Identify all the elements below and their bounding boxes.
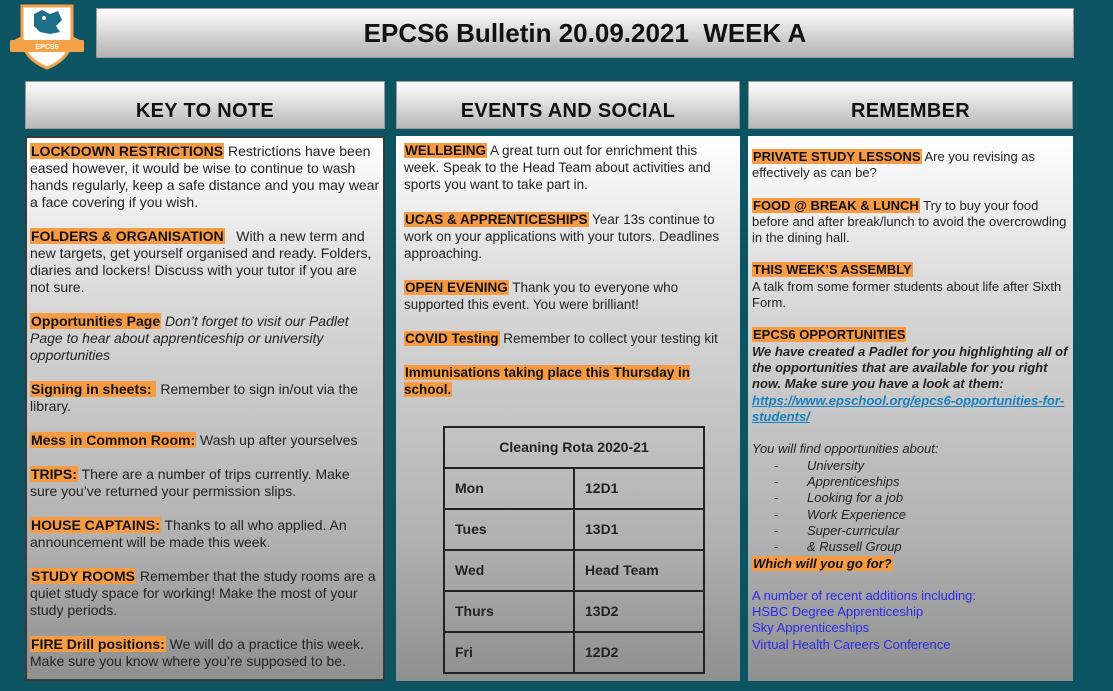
logo-text: EPCS6 <box>35 44 59 51</box>
event-text: Thank you to everyone who supported this event. You were brilliant! <box>404 280 679 312</box>
remember-opportunities <box>752 327 1068 571</box>
table-row <box>444 632 704 673</box>
event-open-evening <box>404 279 734 313</box>
event-heading: WELLBEING <box>405 143 486 158</box>
event-heading: Immunisations taking place this Thursday in school. <box>404 365 691 397</box>
note-heading: Opportunities Page <box>31 313 161 329</box>
remember-text: A talk from some former students about life after Sixth Form. <box>752 278 1062 311</box>
note-heading: HOUSE CAPTAINS: <box>31 517 160 533</box>
note-text: Restrictions have been eased however, it would be wise to continue to wash hands regularly, keep a safe distance and you may wear a face covering if you wish. <box>30 143 380 210</box>
remember-panel <box>748 136 1073 681</box>
list-item: - Super-curricular <box>774 522 900 538</box>
recent-item: Sky Apprenticeships <box>752 620 870 636</box>
school-crest-logo <box>8 2 86 70</box>
table-row <box>444 591 704 632</box>
list-item-label: University <box>807 457 865 473</box>
note-text: Remember to sign in/out via the library. <box>30 381 359 414</box>
opportunities-intro: We have created a Padlet for you highlighting all of the opportunities that are available for you right now. Make sure you have a look at them: <box>752 343 1068 392</box>
remember-heading: EPCS6 OPPORTUNITIES <box>753 327 906 343</box>
bulletin-title: EPCS6 Bulletin 20.09.2021 WEEK A <box>96 8 1074 58</box>
list-item: - University <box>774 457 865 473</box>
events-and-social-header: EVENTS AND SOCIAL <box>396 81 740 129</box>
table-row <box>444 468 704 509</box>
list-item-label: Looking for a job <box>807 490 904 506</box>
key-to-note-panel <box>25 136 385 681</box>
note-text: Remember that the study rooms are a quiet study space for working! Make the most of your study periods. <box>30 568 376 618</box>
note-heading: FOLDERS & ORGANISATION <box>31 228 224 244</box>
cleaning-rota-table <box>443 426 705 674</box>
note-opportunities <box>30 313 380 364</box>
recent-item: Virtual Health Careers Conference <box>752 636 951 652</box>
note-heading: LOCKDOWN RESTRICTIONS <box>31 143 224 159</box>
recent-intro: A number of recent additions including: <box>752 587 977 603</box>
rota-group: 13D1 <box>574 509 704 550</box>
list-item: - & Russell Group <box>774 539 902 555</box>
rota-day: Thurs <box>444 591 574 632</box>
note-text: Don’t forget to visit our Padlet Page to hear about apprenticeship or university opportunities <box>30 313 349 363</box>
remember-text: Are you revising as effectively as can be? <box>752 149 1036 181</box>
list-item-label: Apprenticeships <box>807 474 900 490</box>
list-item: - Apprenticeships <box>774 474 900 490</box>
list-item: - Looking for a job <box>774 490 904 506</box>
rota-group: Head Team <box>574 550 704 591</box>
event-text: Remember to collect your testing kit <box>499 331 718 346</box>
list-item-label: Super-curricular <box>807 522 900 538</box>
recent-item: HSBC Degree Apprenticeship <box>752 604 924 620</box>
note-common-room <box>30 432 380 449</box>
note-heading: Signing in sheets: <box>31 381 156 397</box>
note-heading: Mess in Common Room: <box>31 432 196 448</box>
note-house-captains <box>30 517 380 551</box>
note-text: Thanks to all who applied. An announcement will be made this week. <box>30 517 347 550</box>
recent-additions <box>752 588 1068 653</box>
opportunities-find-text: You will find opportunities about: <box>752 441 939 457</box>
event-text: A great turn out for enrichment this week. Speak to the Head Team about activities and sports you want to take part in. <box>404 143 711 192</box>
note-signing-in <box>30 381 380 415</box>
rota-day: Tues <box>444 509 574 550</box>
remember-text: Try to buy your food before and after break/lunch to avoid the overcrowding in the dining hall. <box>752 197 1067 246</box>
note-text: Wash up after yourselves <box>196 432 358 448</box>
note-text: With a new term and new targets, get yourself organised and ready. Folders, diaries and lockers! Discuss with your tutor if you are not sure. <box>30 228 376 295</box>
remember-private-study <box>752 149 1068 182</box>
remember-heading: PRIVATE STUDY LESSONS <box>753 149 921 164</box>
note-heading: TRIPS: <box>31 466 77 482</box>
list-item-label: & Russell Group <box>807 539 902 555</box>
event-immunisations <box>404 364 724 398</box>
table-row <box>444 550 704 591</box>
note-study-rooms <box>30 568 380 619</box>
opportunities-link[interactable]: https://www.epschool.org/epcs6-opportunities-for-students/ <box>752 392 1065 424</box>
note-text: We will do a practice this week. Make sure you know where you’re supposed to be. <box>30 636 364 669</box>
event-text: Year 13s continue to work on your applications with your tutors. Deadlines approaching. <box>404 212 720 261</box>
event-heading: UCAS & APPRENTICESHIPS <box>405 212 588 227</box>
note-heading: FIRE Drill positions: <box>31 636 165 652</box>
note-lockdown <box>30 143 380 211</box>
table-row <box>444 509 704 550</box>
note-text: There are a number of trips currently. Make sure you’ve returned your permission slips. <box>30 466 350 499</box>
rota-day: Wed <box>444 550 574 591</box>
event-heading: COVID Testing <box>405 331 499 346</box>
list-item: - Work Experience <box>774 506 906 522</box>
note-heading: STUDY ROOMS <box>31 568 135 584</box>
note-folders <box>30 228 380 296</box>
rota-group: 13D2 <box>574 591 704 632</box>
rota-title: Cleaning Rota 2020-21 <box>444 427 704 468</box>
event-ucas <box>404 211 734 262</box>
events-panel <box>396 136 740 681</box>
rota-group: 12D1 <box>574 468 704 509</box>
event-covid-testing <box>404 330 734 347</box>
note-fire-drill <box>30 636 380 670</box>
rota-day: Fri <box>444 632 574 673</box>
remember-heading: FOOD @ BREAK & LUNCH <box>753 197 919 213</box>
key-to-note-header: KEY TO NOTE <box>25 81 385 129</box>
list-item-label: Work Experience <box>807 506 906 522</box>
note-trips <box>30 466 380 500</box>
remember-food <box>752 198 1068 247</box>
event-wellbeing <box>404 142 734 193</box>
remember-header: REMEMBER <box>748 81 1073 129</box>
rota-group: 12D2 <box>574 632 704 673</box>
remember-assembly <box>752 262 1068 311</box>
opportunities-list <box>774 458 1068 556</box>
remember-heading: THIS WEEK’S ASSEMBLY <box>753 262 912 278</box>
opportunities-question: Which will you go for? <box>753 555 892 571</box>
event-heading: OPEN EVENING <box>405 280 508 295</box>
rota-day: Mon <box>444 468 574 509</box>
